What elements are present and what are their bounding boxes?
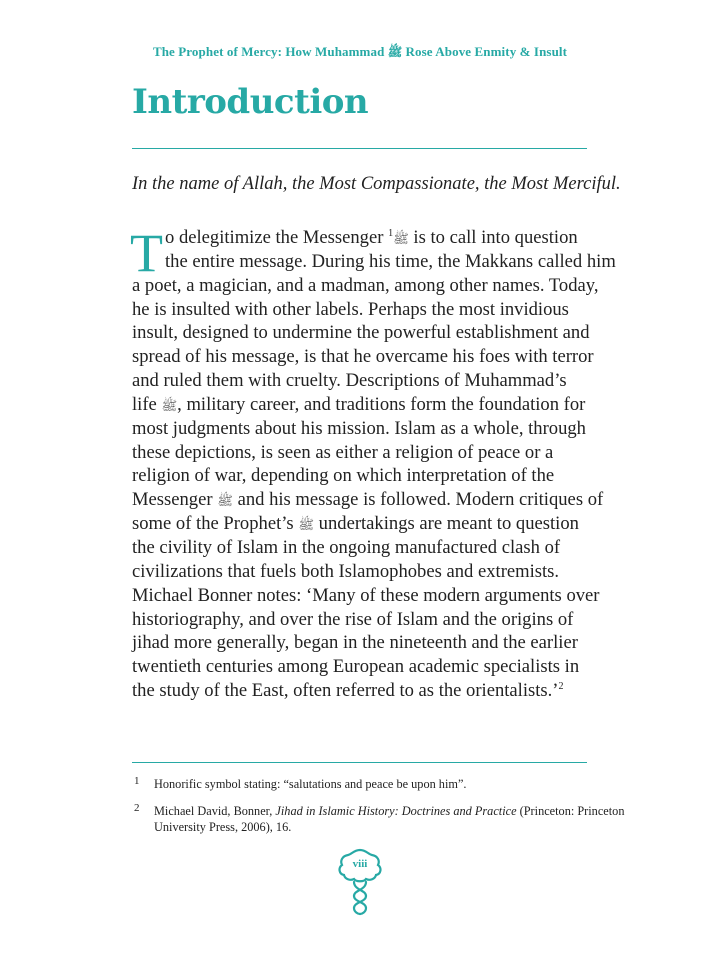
footnotes [134,775,625,846]
honorific-symbol: ﷺ [298,517,315,533]
running-title: The Prophet of Mercy: How Muhammad [152,44,385,59]
text-line: the entire message. During his time, the Makkans called him [165,250,616,272]
text-span: and his message is followed. Modern critiques of [232,489,604,511]
text-line: most judgments about his mission. Islam as a whole, through [132,417,586,439]
text-line: jihad more generally, began in the nineteenth and the earlier [132,632,578,654]
honorific-symbol: ﷺ [161,397,178,413]
text-line [132,679,588,703]
text-line [132,393,588,417]
footnote-ref-2[interactable]: 2 [558,681,564,693]
text-line: and ruled them with cruelty. Descriptions of Muhammad’s [132,370,567,392]
text-line: Michael Bonner notes: ‘Many of these modern arguments over [132,584,600,606]
text-line: civilizations that fuels both Islamophobes and extremists. [132,560,560,582]
honorific-symbol: ﷺ [387,45,403,59]
footnote-divider [132,762,587,763]
text-span: o delegitimize the Messenger [165,227,384,248]
honorific-symbol: ﷺ [217,493,233,509]
text-span: is to call into question [408,227,578,248]
text-line: religion of war, depending on which interpretation of the [132,465,555,487]
page-ornament-icon [332,846,388,916]
text-line: these depictions, is seen as either a religion of peace or a [132,441,554,463]
footnote-ref-1[interactable]: 1 [388,228,394,239]
basmala: In the name of Allah, the Most Compassionate, the Most Merciful. [132,174,621,194]
footnote-text-continued: University Press, 2006), 16. [154,820,292,834]
text-line: he is insulted with other labels. Perhaps the most invidious [132,298,569,320]
text-line: insult, designed to undermine the powerful establishment and [132,322,590,344]
footnote-text [154,803,625,820]
footnote-publisher: (Princeton: Princeton [516,803,625,818]
text-line: spread of his message, is that he overcame his foes with terror [132,346,594,368]
body-paragraph [130,223,616,703]
footnote-number: 2 [134,801,140,814]
text-span: the study of the East, often referred to as the orientalists.’ [132,680,559,702]
footnote-text: Honorific symbol stating: “salutations and peace be upon him”. [154,777,467,791]
text-span: some of the Prophet’s [132,513,294,535]
text-span: undertakings are meant to question [314,513,579,535]
text-line: historiography, and over the rise of Islam and the origins of [132,608,574,630]
text-line [132,488,604,512]
running-header [0,44,720,62]
text-span: Messenger [132,489,213,511]
page-number: viii [352,858,368,870]
footnote-number: 1 [134,775,140,787]
honorific-symbol: ﷺ [393,231,409,246]
text-span: , military career, and traditions form the foundation for [177,393,586,415]
text-span: life [132,393,157,415]
text-line: the civility of Islam in the ongoing manufactured clash of [132,536,561,558]
footnote-1 [134,776,594,793]
footnote-2 [134,801,625,836]
footnote-book-title: Jihad in Islamic History: Doctrines and Practice [275,803,517,818]
chapter-title: Introduction [132,82,369,122]
text-line: twentieth centuries among European academic specialists in [132,656,580,678]
text-line [132,226,588,250]
running-title-end: Rose Above Enmity & Insult [405,44,568,59]
drop-cap: T [130,223,163,283]
footnote-author: Michael David, Bonner, [154,803,276,818]
title-divider [132,148,587,149]
text-line: a poet, a magician, and a madman, among other names. Today, [132,274,599,296]
text-line [132,512,588,536]
